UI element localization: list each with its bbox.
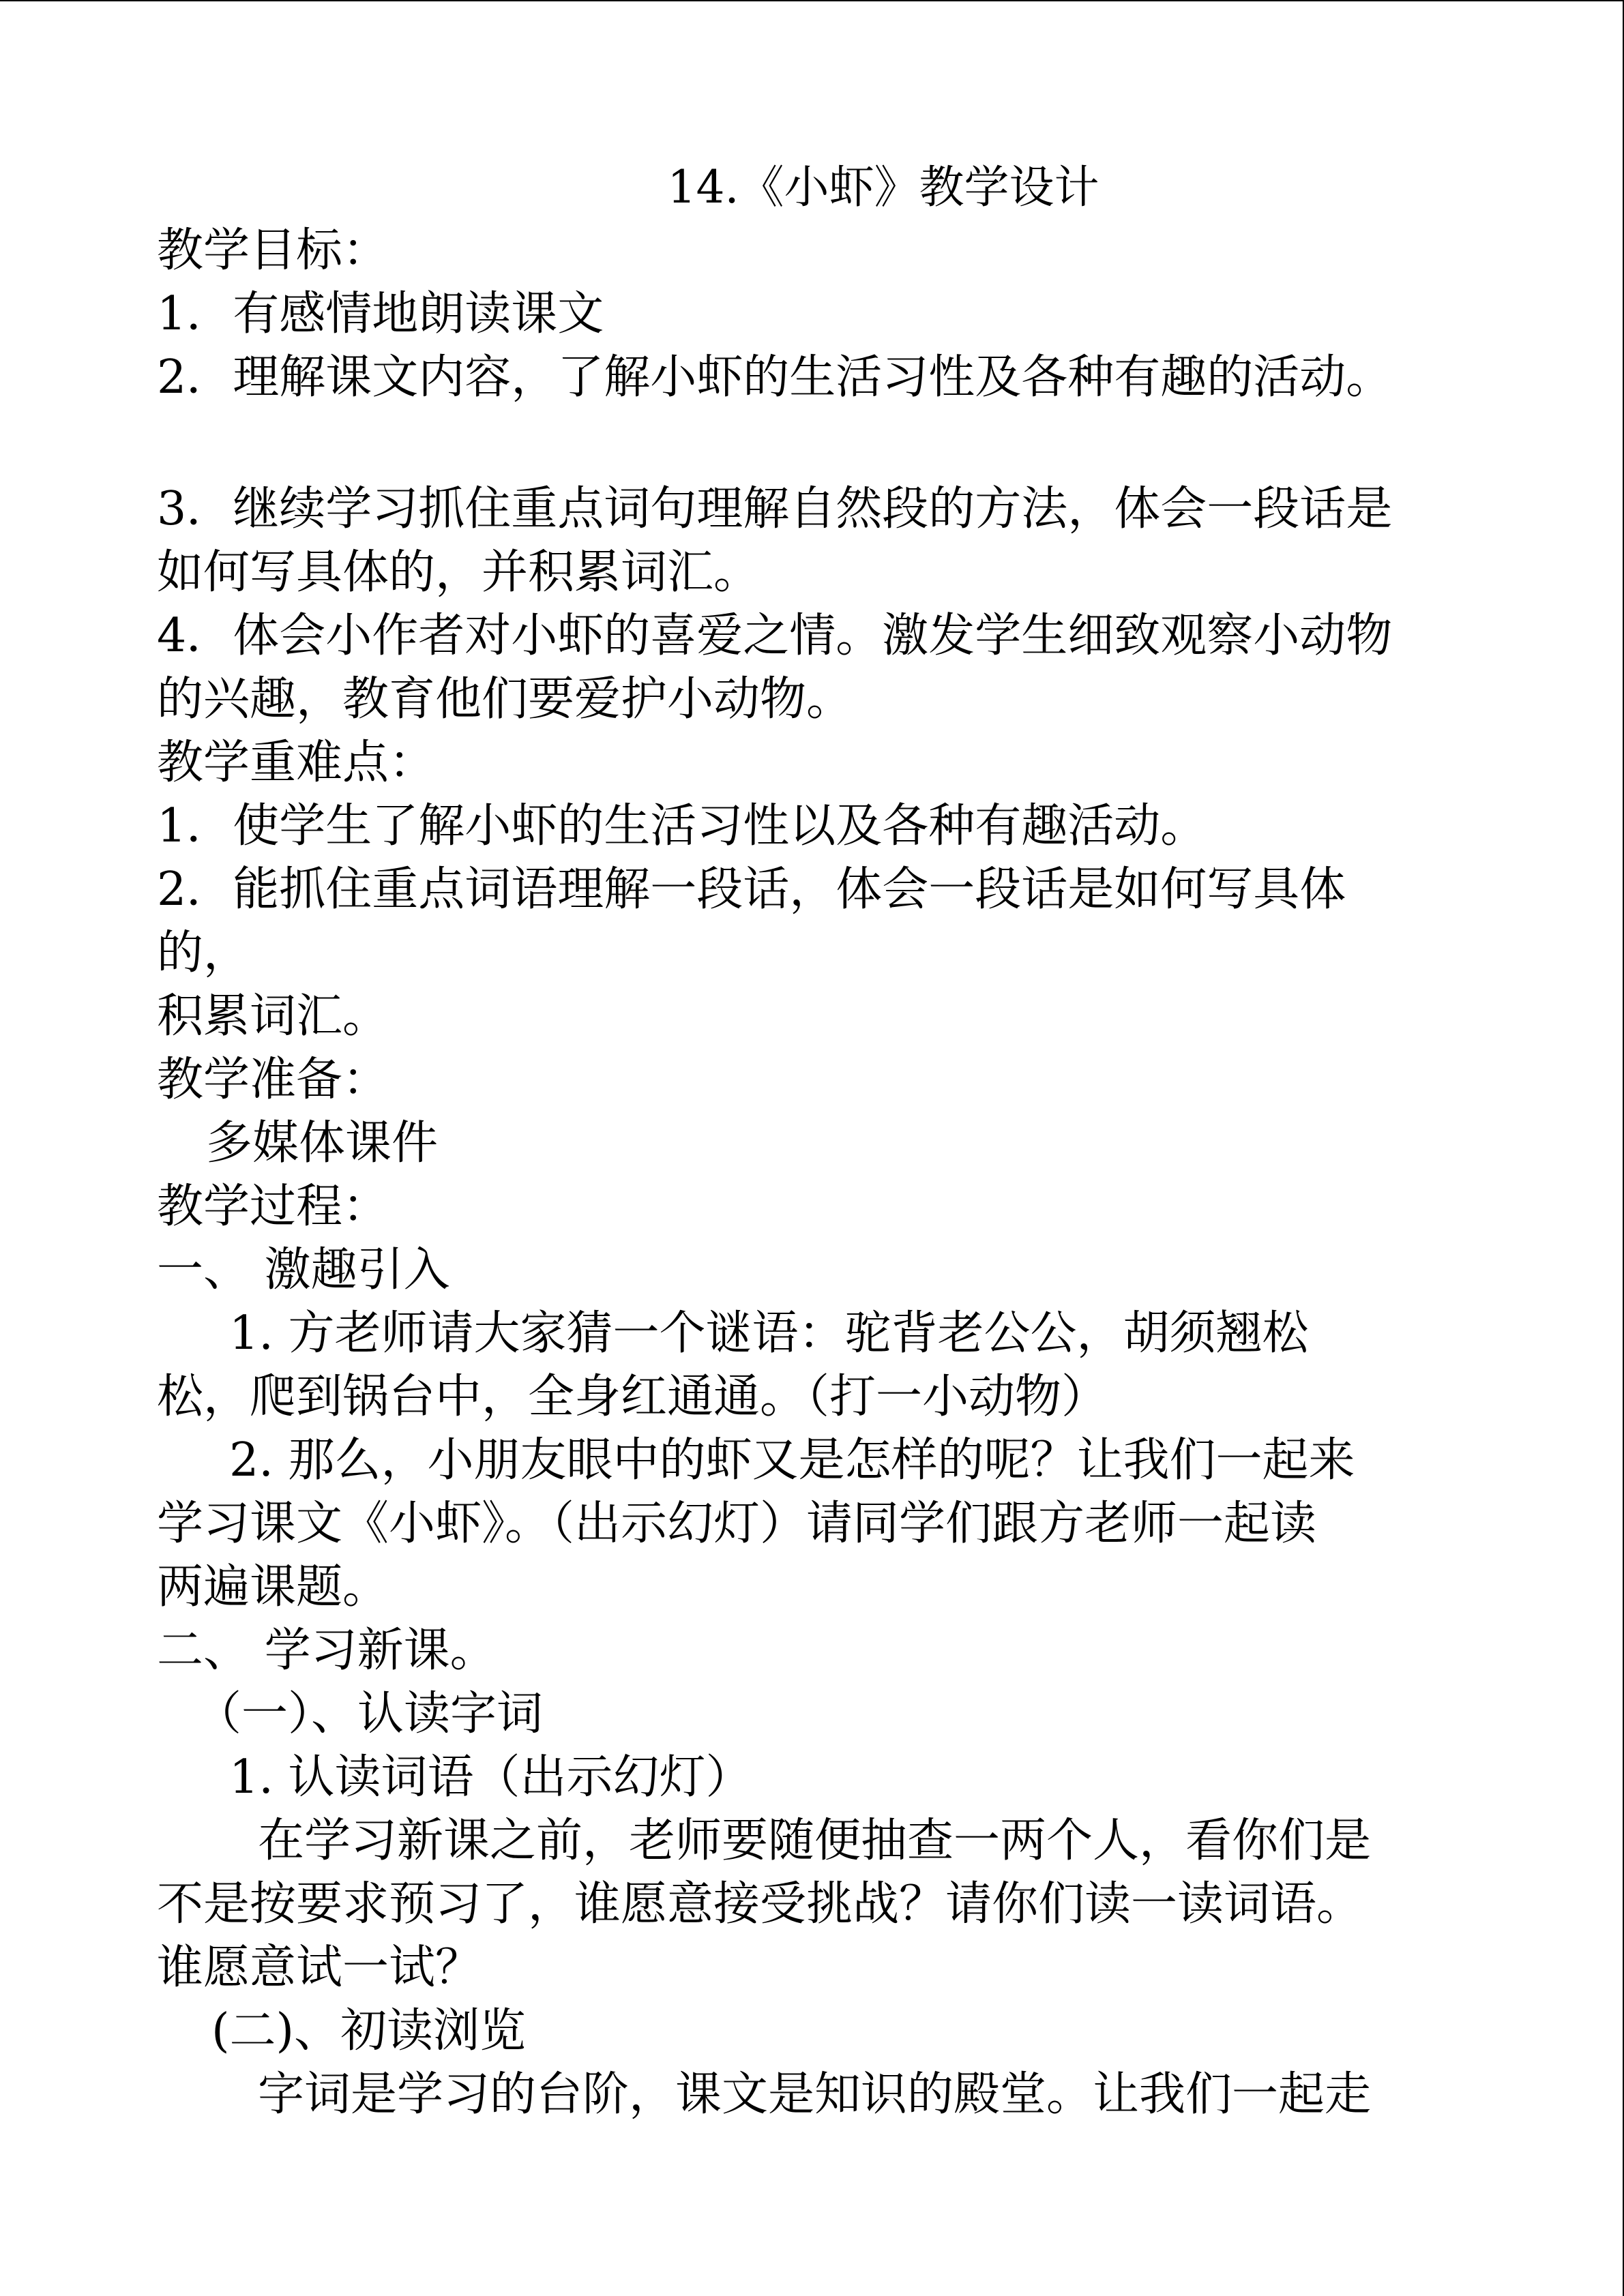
blank-line [157, 409, 1521, 477]
objective-item: 3．继续学习抓住重点词句理解自然段的方法，体会一段话是 [157, 482, 1393, 536]
paragraph-line: 字词是学习的台阶，课文是知识的殿堂。让我们一起走 [258, 2068, 1372, 2121]
page-title: 14.《小虾》教学设计 [667, 161, 1099, 213]
paragraph-line: 2. 那么，小朋友眼中的虾又是怎样的呢？让我们一起来 [229, 1433, 1355, 1487]
objectives-heading: 教学目标： [157, 224, 389, 278]
objective-item-continued: 的兴趣，教育他们要爱护小动物。 [157, 672, 853, 726]
preparation-content: 多媒体课件 [206, 1116, 439, 1170]
page-top-border [0, 0, 1623, 1]
paragraph-line: 谁愿意试一试？ [157, 1941, 482, 1995]
paragraph-line: 不是按要求预习了，谁愿意接受挑战？请你们读一读词语。 [157, 1877, 1363, 1931]
document-body [157, 155, 1521, 2126]
key-point-item: 2．能抓住重点词语理解一段话，体会一段话是如何写具体 [157, 863, 1346, 916]
section-heading: 二、 学习新课。 [157, 1624, 497, 1678]
paragraph-line: 1. 方老师请大家猜一个谜语：驼背老公公，胡须翘松 [229, 1307, 1309, 1360]
preparation-heading: 教学准备： [157, 1053, 389, 1107]
subsection-heading: （一）、认读字词 [195, 1687, 544, 1741]
key-point-item-continued: 积累词汇。 [157, 989, 389, 1043]
paragraph-line: 学习课文《小虾》。（出示幻灯）请同学们跟方老师一起读 [157, 1497, 1317, 1551]
subsection-item: 1. 认读词语（出示幻灯） [229, 1750, 752, 1804]
section-heading: 一、 激趣引入 [157, 1243, 450, 1297]
key-point-item: 1．使学生了解小虾的生活习性以及各种有趣活动。 [157, 799, 1207, 853]
paragraph-line: 松，爬到锅台中，全身红通通。（打一小动物） [157, 1370, 1108, 1424]
paragraph-line: 在学习新课之前，老师要随便抽查一两个人，看你们是 [258, 1814, 1372, 1868]
objective-item-continued: 如何写具体的，并积累词汇。 [157, 546, 761, 599]
key-points-heading: 教学重难点： [157, 736, 436, 790]
key-point-item-continued: 的， [157, 926, 250, 980]
objective-item: 4．体会小作者对小虾的喜爱之情。激发学生细致观察小动物 [157, 609, 1393, 663]
subsection-heading: (二)、初读浏览 [211, 2004, 527, 2058]
objective-item: 1．有感情地朗读课文 [157, 287, 604, 341]
paragraph-line: 两遍课题。 [157, 1560, 389, 1614]
objective-item: 2．理解课文内容，了解小虾的生活习性及各种有趣的活动。 [157, 351, 1393, 404]
process-heading: 教学过程： [157, 1180, 389, 1234]
